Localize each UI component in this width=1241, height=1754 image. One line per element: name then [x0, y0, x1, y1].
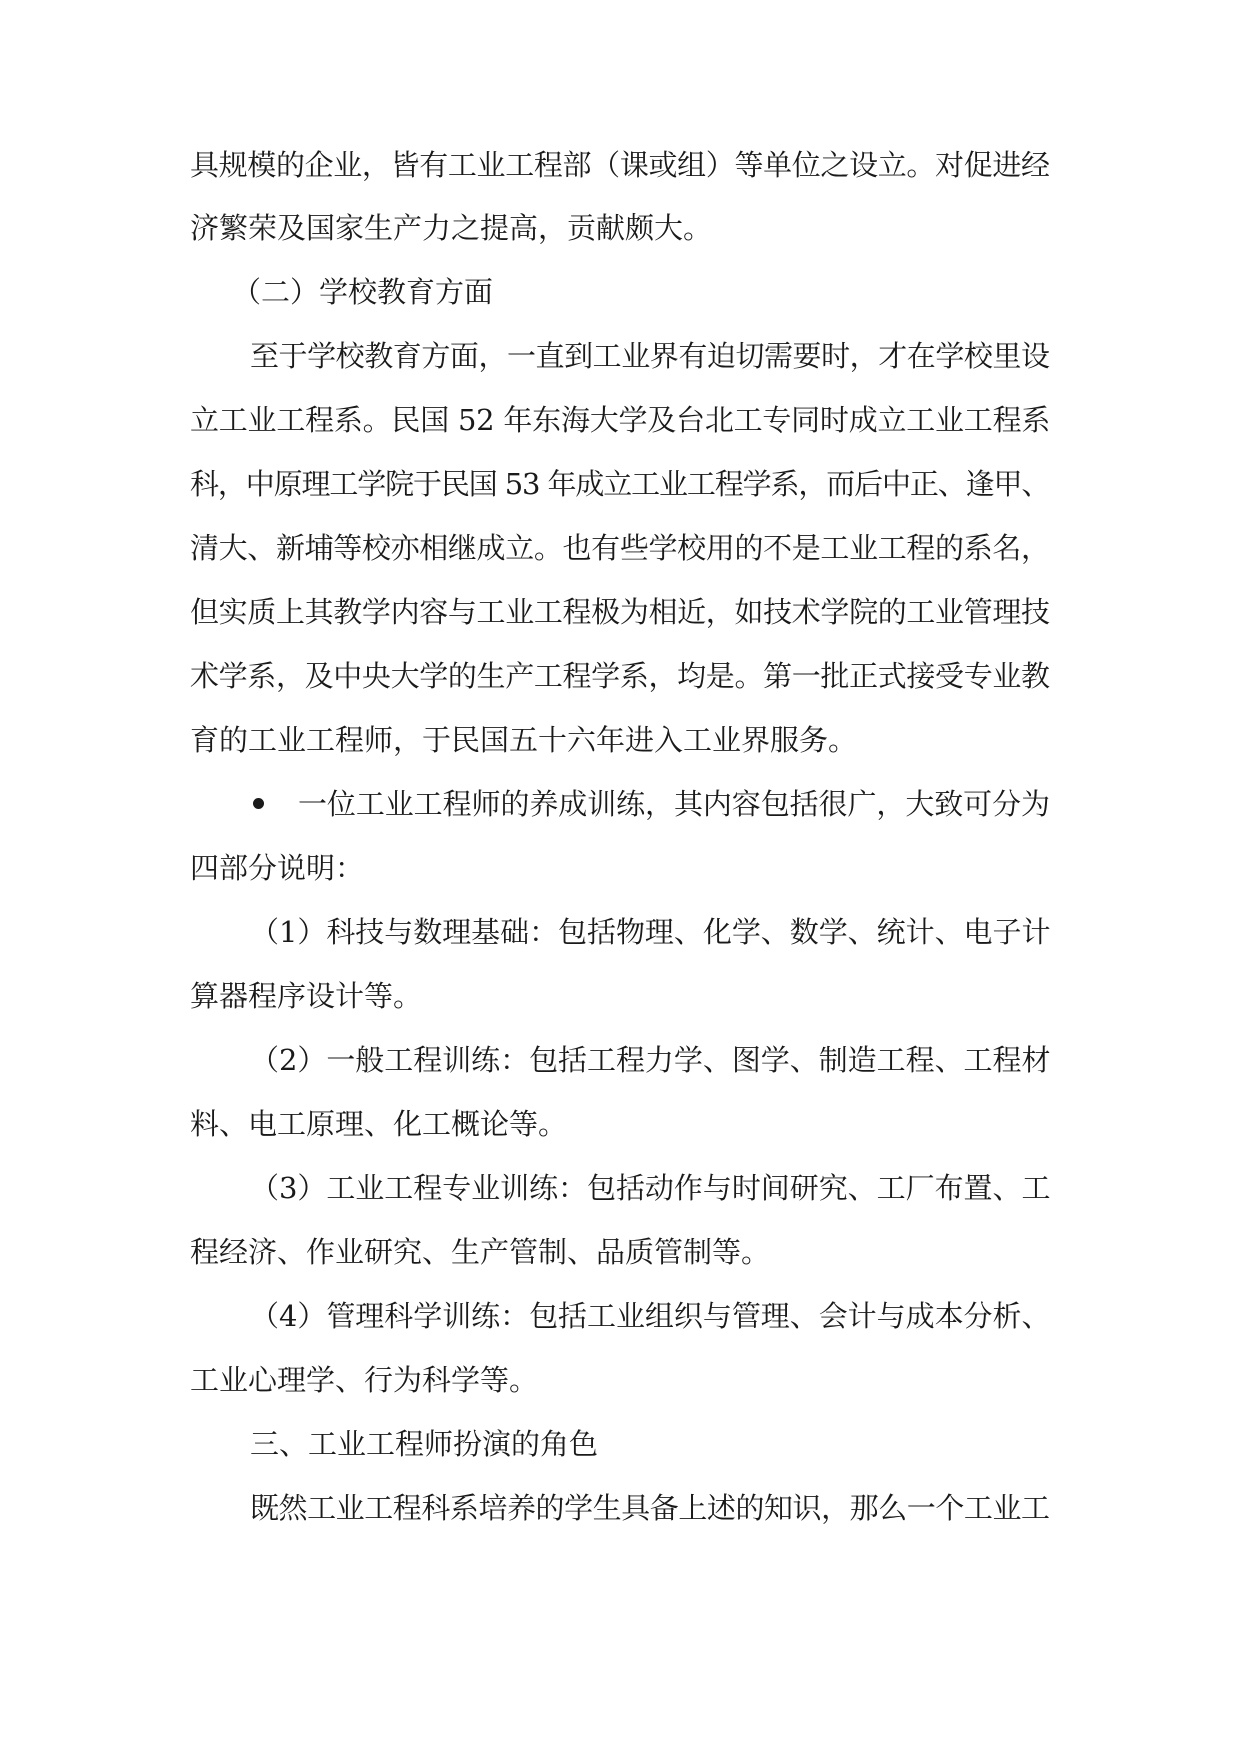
text-line: 既然工业工程科系培养的学生具备上述的知识，那么一个工业工 [250, 1491, 1050, 1525]
section-heading: （二）学校教育方面 [232, 275, 494, 309]
list-item: （2）一般工程训练：包括工程力学、图学、制造工程、工程材 [250, 1043, 1051, 1077]
text-line: 程经济、作业研究、生产管制、品质管制等。 [190, 1235, 771, 1269]
section-heading: 三、工业工程师扮演的角色 [250, 1427, 599, 1461]
text-line: 至于学校教育方面，一直到工业界有迫切需要时，才在学校里设 [250, 339, 1050, 373]
text-line: 但实质上其教学内容与工业工程极为相近，如技术学院的工业管理技 [190, 595, 1050, 629]
list-item: （3）工业工程专业训练：包括动作与时间研究、工厂布置、工 [250, 1171, 1051, 1205]
text-line: 具规模的企业，皆有工业工程部（课或组）等单位之设立。对促进经 [190, 148, 1050, 182]
bullet-icon [253, 798, 264, 809]
text-line: 料、电工原理、化工概论等。 [190, 1107, 568, 1141]
text-line: 清大、新埔等校亦相继成立。也有些学校用的不是工业工程的系名， [190, 531, 1050, 565]
text-line: 四部分说明： [190, 851, 365, 885]
text-line: 育的工业工程师，于民国五十六年进入工业界服务。 [190, 723, 858, 757]
list-item: （4）管理科学训练：包括工业组织与管理、会计与成本分析、 [250, 1299, 1051, 1333]
text-line: 工业心理学、行为科学等。 [190, 1363, 539, 1397]
text-line: 术学系，及中央大学的生产工程学系，均是。第一批正式接受专业教 [190, 659, 1050, 693]
text-line: 一位工业工程师的养成训练，其内容包括很广，大致可分为 [298, 787, 1050, 821]
text-line: 立工业工程系。民国 52 年东海大学及台北工专同时成立工业工程系 [190, 403, 1051, 437]
list-item: （1）科技与数理基础：包括物理、化学、数学、统计、电子计 [250, 915, 1051, 949]
text-line: 济繁荣及国家生产力之提高，贡献颇大。 [190, 211, 713, 245]
text-line: 科，中原理工学院于民国 53 年成立工业工程学系，而后中正、逢甲、 [190, 467, 1050, 501]
text-line: 算器程序设计等。 [190, 979, 423, 1013]
